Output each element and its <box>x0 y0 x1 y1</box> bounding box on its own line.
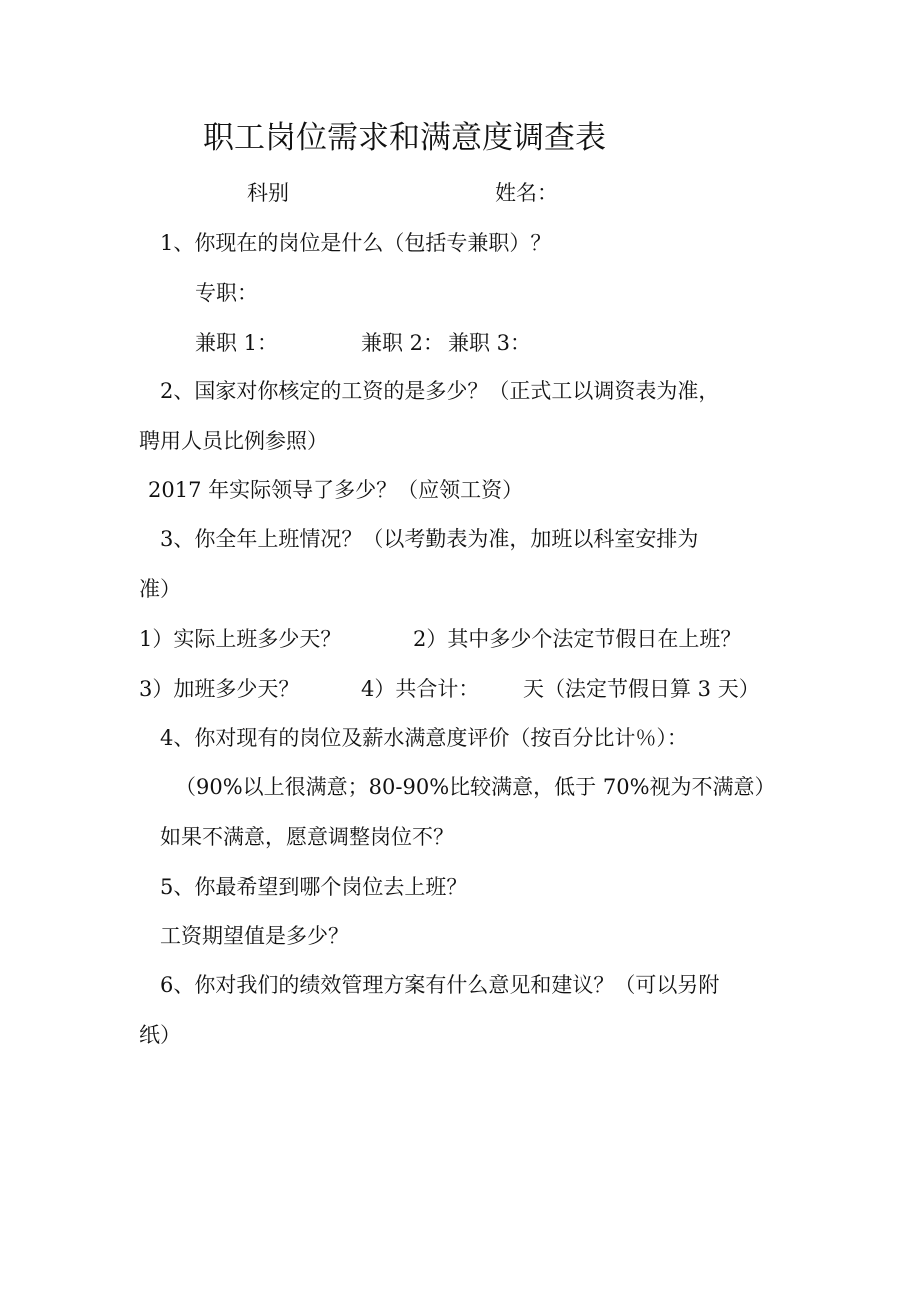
question-2-line-2: 聘用人员比例参照） <box>139 429 328 453</box>
question-5-followup: 工资期望值是多少？ <box>160 924 349 948</box>
question-3-line-2: 准） <box>139 577 181 601</box>
question-2-followup: 2017 年实际领导了多少？（应领工资） <box>148 478 524 502</box>
question-3-item-4: 4）共合计： <box>361 677 480 701</box>
question-4-scale: （90%以上很满意；80-90%比较满意，低于 70%视为不满意） <box>175 775 776 799</box>
question-5: 5、你最希望到哪个岗位去上班？ <box>160 875 468 899</box>
department-label: 科别 <box>247 181 289 205</box>
question-1: 1、你现在的岗位是什么（包括专兼职）？ <box>160 231 552 255</box>
question-3-item-2: 2）其中多少个法定节假日在上班？ <box>413 627 742 651</box>
question-6-line-1: 6、你对我们的绩效管理方案有什么意见和建议？（可以另附 <box>160 973 720 997</box>
name-label: 姓名： <box>495 181 558 205</box>
question-3-item-4-unit: 天（法定节假日算 3 天） <box>523 677 760 701</box>
parttime-1-label: 兼职 1： <box>195 331 279 355</box>
parttime-3-label: 兼职 3： <box>448 331 532 355</box>
question-3-item-1: 1）实际上班多少天？ <box>139 627 342 651</box>
fulltime-label: 专职： <box>195 281 258 305</box>
question-2-line-1: 2、国家对你核定的工资的是多少？（正式工以调资表为准， <box>160 379 720 403</box>
page-title: 职工岗位需求和满意度调查表 <box>203 120 606 156</box>
question-6-line-2: 纸） <box>139 1023 181 1047</box>
question-4-followup: 如果不满意，愿意调整岗位不？ <box>160 825 454 849</box>
question-3-item-3: 3）加班多少天？ <box>139 677 300 701</box>
parttime-2-label: 兼职 2： <box>361 331 445 355</box>
question-4: 4、你对现有的岗位及薪水满意度评价（按百分比计％）： <box>160 726 688 750</box>
question-3-line-1: 3、你全年上班情况？（以考勤表为准，加班以科室安排为 <box>160 527 699 551</box>
